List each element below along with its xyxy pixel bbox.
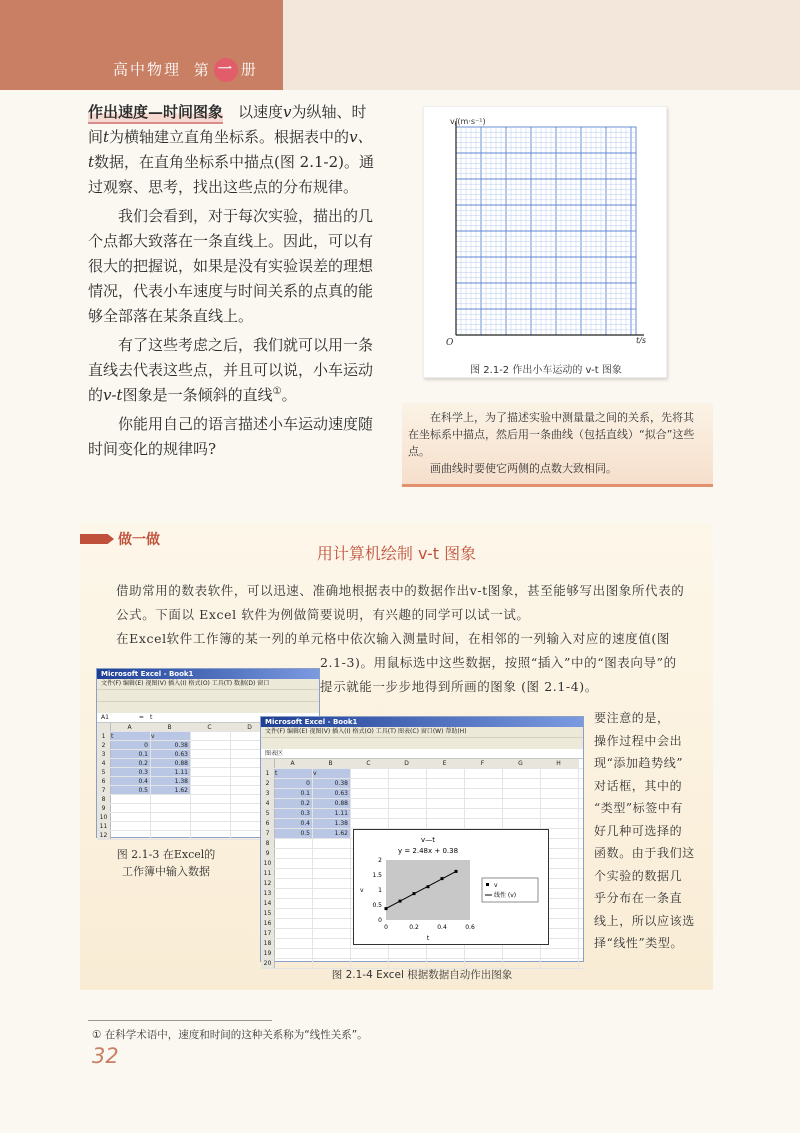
excel1-cell[interactable] — [151, 822, 191, 830]
excel2-row-header[interactable]: 2 — [261, 779, 275, 788]
activity-paragraph-2a: 在Excel软件工作簿的某一列的单元格中依次输入测量时间，在相邻的一列输入对应的速度值(图 — [116, 631, 670, 646]
p1-var-v: v — [283, 103, 292, 121]
chart-x-label: t — [426, 935, 430, 942]
excel2-cell[interactable] — [503, 799, 541, 808]
graph-x-axis-label: t/s — [636, 336, 646, 345]
excel2-cell[interactable] — [389, 809, 427, 818]
excel2-cell[interactable] — [313, 919, 351, 928]
excel2-cell[interactable]: 0.1 — [275, 789, 313, 798]
excel2-cell[interactable] — [275, 949, 313, 958]
excel2-cell[interactable] — [465, 799, 503, 808]
excel2-cell[interactable] — [427, 779, 465, 788]
excel2-cell[interactable] — [275, 869, 313, 878]
excel2-cell[interactable]: 0.4 — [275, 819, 313, 828]
excel2-row — [261, 819, 583, 829]
excel1-cell[interactable] — [111, 804, 151, 812]
excel1-menu-bar[interactable]: 文件(F) 编辑(E) 视图(V) 插入(I) 格式(O) 工具(T) 数据(D) 窗口 — [97, 679, 319, 689]
excel2-row — [261, 789, 583, 799]
side-note-p1: 在科学上，为了描述实验中测量量之间的关系，先将其在坐标系中描点，然后用一条曲线（包括直线）“拟合”这些点。 — [408, 411, 695, 458]
side-text-line: 函数。由于我们这 — [594, 846, 695, 860]
activity-side-text — [594, 707, 704, 955]
excel2-col-header[interactable]: H — [541, 759, 579, 768]
excel1-cell[interactable] — [191, 831, 231, 839]
excel2-cell[interactable] — [503, 949, 541, 958]
excel1-cell[interactable]: 1.11 — [151, 768, 191, 776]
excel1-row-header[interactable]: 2 — [97, 741, 111, 749]
excel2-row-header[interactable]: 19 — [261, 949, 275, 958]
excel2-cell[interactable]: 0.2 — [275, 799, 313, 808]
excel2-cell[interactable] — [465, 809, 503, 818]
excel2-row-header[interactable]: 6 — [261, 819, 275, 828]
excel2-cell[interactable] — [351, 809, 389, 818]
side-note-p2: 画曲线时要使它两侧的点数大致相同。 — [430, 462, 617, 475]
page-number: 32 — [92, 1044, 119, 1068]
excel1-col-header[interactable]: D — [231, 723, 271, 731]
excel1-cell[interactable] — [191, 741, 231, 749]
chart-equation: y = 2.48x + 0.38 — [397, 847, 459, 855]
excel1-cell[interactable]: t — [111, 732, 151, 740]
excel2-cell[interactable] — [351, 949, 389, 958]
excel1-cell[interactable] — [191, 750, 231, 758]
side-text-line: 乎分布在一条直 — [594, 891, 683, 905]
excel2-col-header[interactable]: G — [503, 759, 541, 768]
chart-point — [385, 907, 388, 910]
excel1-row-header[interactable]: 11 — [97, 822, 111, 830]
chart-x-tick: 0.4 — [437, 924, 447, 931]
chart-y-tick: 1 — [378, 887, 382, 894]
excel2-row — [261, 799, 583, 809]
chart-x-tick: 0.6 — [465, 924, 475, 931]
excel2-cell[interactable] — [313, 839, 351, 848]
paragraph-1 — [88, 100, 376, 200]
excel1-cell[interactable] — [191, 813, 231, 821]
chart-point — [441, 877, 444, 880]
chart-point — [399, 900, 402, 903]
excel1-caption-line2: 工作簿中输入数据 — [122, 865, 210, 878]
excel2-col-header[interactable]: F — [465, 759, 503, 768]
side-text-line: 个实验的数据几 — [594, 868, 683, 883]
excel1-row-header[interactable]: 5 — [97, 768, 111, 776]
excel2-cell[interactable] — [541, 809, 579, 818]
chart-legend-marker-v — [486, 883, 489, 886]
excel1-row-header[interactable]: 1 — [97, 732, 111, 740]
excel1-row-header[interactable]: 9 — [97, 804, 111, 812]
excel2-cell[interactable] — [275, 849, 313, 858]
activity-paragraph-2b: 2.1-3)。用鼠标选中这些数据，按照“插入”中的“图表向导”的 — [320, 655, 677, 670]
excel2-cell[interactable] — [541, 769, 579, 778]
excel1-cell[interactable]: 1.62 — [151, 786, 191, 794]
excel2-row-header[interactable]: 17 — [261, 929, 275, 938]
excel2-col-header[interactable]: C — [351, 759, 389, 768]
chart-point — [427, 885, 430, 888]
p3-text-b: 图象是一条倾斜的直线 — [122, 386, 273, 404]
excel1-row-header[interactable]: 7 — [97, 786, 111, 794]
footnote-marker[interactable]: ① — [272, 386, 282, 397]
excel2-cell[interactable] — [275, 909, 313, 918]
excel1-cell[interactable] — [151, 813, 191, 821]
graph-paper-svg — [424, 107, 668, 357]
excel1-row-header[interactable]: 3 — [97, 750, 111, 758]
excel2-col-header[interactable]: E — [427, 759, 465, 768]
p1-text-c: 为横轴建立直角坐标系。根据表中的 — [109, 128, 350, 146]
excel2-row-header[interactable]: 12 — [261, 879, 275, 888]
excel1-row-header[interactable]: 6 — [97, 777, 111, 785]
excel2-cell[interactable] — [465, 779, 503, 788]
excel2-cell[interactable] — [541, 819, 579, 828]
excel2-cell[interactable]: 1.62 — [313, 829, 351, 838]
chart-y-tick: 0 — [378, 917, 382, 924]
excel2-cell[interactable] — [313, 859, 351, 868]
excel2-cell[interactable] — [313, 949, 351, 958]
excel2-cell[interactable] — [503, 779, 541, 788]
chart-legend-label-linear: 线性 (v) — [494, 892, 517, 899]
excel1-caption-line1: 图 2.1-3 在Excel的 — [116, 848, 216, 861]
paragraph-4: 你能用自己的语言描述小车运动速度随时间变化的规律吗? — [88, 415, 374, 458]
excel1-cell[interactable]: 0.38 — [151, 741, 191, 749]
excel1-cell[interactable] — [151, 831, 191, 839]
excel2-col-header[interactable]: B — [313, 759, 351, 768]
footnote-divider — [88, 1020, 272, 1021]
excel2-row-header[interactable]: 4 — [261, 799, 275, 808]
excel1-cell[interactable] — [111, 813, 151, 821]
excel2-cell[interactable] — [275, 939, 313, 948]
graph-y-axis-label: v/(m·s⁻¹) — [450, 117, 486, 126]
excel1-caption — [96, 846, 236, 880]
chart-y-tick: 1.5 — [372, 872, 382, 879]
excel2-cell[interactable]: 0.63 — [313, 789, 351, 798]
excel2-cell[interactable] — [313, 899, 351, 908]
excel1-cell[interactable]: 0.88 — [151, 759, 191, 767]
excel2-row — [261, 769, 583, 779]
excel1-col-header[interactable]: C — [191, 723, 231, 731]
graph-paper-figure — [423, 106, 667, 378]
side-text-line: “类型”标签中有 — [594, 801, 684, 815]
excel2-cell[interactable] — [465, 789, 503, 798]
excel2-row-header[interactable]: 9 — [261, 849, 275, 858]
excel2-cell[interactable] — [389, 789, 427, 798]
p1-text-a: 以速度 — [223, 103, 284, 121]
excel1-cell[interactable]: 0.2 — [111, 759, 151, 767]
p1-var-vt: v、t — [88, 128, 373, 171]
excel1-cell-ref: A1 — [101, 714, 109, 721]
excel2-cell[interactable]: 0.38 — [313, 779, 351, 788]
paragraph-3 — [88, 333, 376, 408]
excel1-formula-bar[interactable]: A1 = t — [97, 713, 319, 723]
excel2-row-header[interactable]: 8 — [261, 839, 275, 848]
excel2-cell[interactable] — [275, 929, 313, 938]
excel2-cell[interactable] — [313, 849, 351, 858]
excel1-cell[interactable]: 0.63 — [151, 750, 191, 758]
excel2-cell[interactable] — [275, 839, 313, 848]
excel2-cell[interactable] — [313, 929, 351, 938]
chart-title: v—t — [421, 836, 435, 844]
chart-svg — [354, 830, 550, 946]
excel1-cell[interactable] — [191, 768, 231, 776]
header-title — [113, 58, 258, 82]
side-text-line: 好几种可选择的 — [594, 823, 683, 838]
excel1-cell[interactable] — [111, 822, 151, 830]
excel2-cell[interactable]: 0 — [275, 779, 313, 788]
excel1-cell[interactable] — [191, 786, 231, 794]
activity-title: 用计算机绘制 v-t 图象 — [316, 544, 477, 563]
excel2-row-header[interactable]: 20 — [261, 959, 275, 968]
header-right-band — [283, 0, 800, 90]
excel2-cell[interactable] — [427, 949, 465, 958]
excel2-cell[interactable]: v — [313, 769, 351, 778]
excel2-cell[interactable] — [541, 779, 579, 788]
excel1-cell[interactable] — [111, 831, 151, 839]
chart-point — [413, 892, 416, 895]
excel2-cell[interactable] — [313, 879, 351, 888]
excel1-cell[interactable] — [191, 804, 231, 812]
excel2-cell[interactable] — [541, 949, 579, 958]
excel2-cell[interactable] — [389, 769, 427, 778]
excel2-cell[interactable]: 1.38 — [313, 819, 351, 828]
excel2-cell[interactable] — [427, 799, 465, 808]
excel2-cell[interactable] — [541, 789, 579, 798]
side-text-line: 现“添加趋势线” — [594, 756, 684, 770]
excel2-cell[interactable] — [313, 889, 351, 898]
activity-paragraph-2c: 提示就能一步步地得到所画的图象 (图 2.1-4)。 — [320, 679, 598, 694]
excel-chart[interactable] — [353, 829, 549, 945]
chart-y-label: v — [360, 887, 364, 894]
chart-point — [455, 870, 458, 873]
excel2-row-header[interactable]: 7 — [261, 829, 275, 838]
excel2-row-header[interactable]: 16 — [261, 919, 275, 928]
excel2-row — [261, 779, 583, 789]
excel2-row-header[interactable]: 15 — [261, 909, 275, 918]
p3-var-vt: v-t — [103, 386, 123, 404]
p1-text-d: 数据，在直角坐标系中描点(图 2.1-2)。通过观察、思考，找出这些点的分布规律。 — [88, 153, 374, 196]
excel2-cell[interactable] — [427, 809, 465, 818]
excel1-row-header[interactable]: 4 — [97, 759, 111, 767]
excel2-row-header[interactable]: 13 — [261, 889, 275, 898]
excel1-cell[interactable] — [111, 795, 151, 803]
excel2-menu-bar[interactable]: 文件(F) 编辑(E) 视图(V) 插入(I) 格式(O) 工具(T) 图表(C) 窗口(W) 帮助(H) — [261, 727, 583, 737]
excel2-cell[interactable] — [427, 789, 465, 798]
excel2-cell[interactable] — [275, 879, 313, 888]
excel1-toolbar-2[interactable] — [97, 701, 319, 713]
activity-tag-label: 做一做 — [118, 532, 160, 548]
excel2-cell[interactable] — [427, 769, 465, 778]
excel2-row-header[interactable]: 5 — [261, 809, 275, 818]
excel2-cell[interactable]: 1.11 — [313, 809, 351, 818]
excel2-cell[interactable]: t — [275, 769, 313, 778]
excel2-corner[interactable] — [261, 759, 275, 768]
excel1-row-header[interactable]: 12 — [97, 831, 111, 839]
excel2-cell[interactable] — [275, 899, 313, 908]
excel2-cell[interactable] — [275, 859, 313, 868]
excel2-row-header[interactable]: 11 — [261, 869, 275, 878]
excel1-cell[interactable]: 0 — [111, 741, 151, 749]
excel2-cell[interactable]: 0.88 — [313, 799, 351, 808]
excel2-cell[interactable] — [465, 949, 503, 958]
excel-window-2 — [260, 716, 584, 967]
excel1-cell[interactable]: 1.38 — [151, 777, 191, 785]
excel1-toolbar[interactable] — [97, 689, 319, 701]
side-text-line: 要注意的是， — [594, 711, 670, 725]
excel2-col-header[interactable]: D — [389, 759, 427, 768]
excel1-cell[interactable] — [191, 732, 231, 740]
p3-text-a: 有了这些考虑之后，我们就可以用一条直线去代表这些点，并且可以说，小车运动的 — [88, 336, 374, 404]
excel2-row — [261, 949, 583, 959]
excel1-cell[interactable]: v — [151, 732, 191, 740]
excel1-cell[interactable]: 0.3 — [111, 768, 151, 776]
excel2-row — [261, 809, 583, 819]
excel2-cell[interactable] — [351, 769, 389, 778]
excel2-cell[interactable] — [389, 819, 427, 828]
excel2-row-header[interactable]: 3 — [261, 789, 275, 798]
excel2-col-header[interactable]: A — [275, 759, 313, 768]
excel1-cell[interactable] — [191, 759, 231, 767]
side-text-line: 线上，所以应该选 — [594, 913, 695, 928]
excel2-cell[interactable]: 0.3 — [275, 809, 313, 818]
excel2-toolbar[interactable] — [261, 737, 583, 749]
excel2-cell[interactable]: 0.5 — [275, 829, 313, 838]
excel1-cell[interactable] — [191, 795, 231, 803]
excel1-row-header[interactable]: 10 — [97, 813, 111, 821]
p1-text-b: 为纵轴、时间 — [88, 103, 367, 146]
chart-plot-area — [386, 860, 470, 920]
excel2-cell[interactable] — [351, 819, 389, 828]
p3-text-c: 。 — [281, 386, 297, 404]
excel2-cell[interactable] — [503, 769, 541, 778]
excel2-cell[interactable] — [427, 819, 465, 828]
chart-y-tick: 0.5 — [372, 902, 382, 909]
excel1-cell[interactable]: 0.1 — [111, 750, 151, 758]
excel2-cell[interactable] — [503, 809, 541, 818]
side-note-box — [402, 403, 713, 487]
excel2-row-header[interactable]: 10 — [261, 859, 275, 868]
volume-suffix: 册 — [240, 60, 258, 79]
p1-var-t: t — [103, 128, 110, 146]
excel2-title-bar: Microsoft Excel - Book1 — [261, 717, 583, 727]
excel2-header-row — [261, 759, 583, 769]
excel1-corner[interactable] — [97, 723, 111, 731]
chart-legend-label-v: v — [494, 882, 498, 889]
graph-origin-label: O — [446, 338, 454, 348]
excel2-cell[interactable] — [503, 789, 541, 798]
excel2-cell[interactable] — [313, 909, 351, 918]
graph-caption: 图 2.1-2 作出小车运动的 v-t 图象 — [470, 365, 622, 376]
excel2-cell[interactable] — [275, 889, 313, 898]
excel2-cell[interactable] — [313, 869, 351, 878]
side-text-line: 择“线性”类型。 — [594, 936, 684, 950]
excel1-cell[interactable]: 0.4 — [111, 777, 151, 785]
excel2-row-header[interactable]: 14 — [261, 899, 275, 908]
excel2-cell[interactable] — [275, 919, 313, 928]
side-text-line: 对话框，其中的 — [594, 778, 683, 793]
section-heading-highlight: 作出速度—时间图象 — [88, 103, 223, 124]
excel1-cell[interactable]: 0.5 — [111, 786, 151, 794]
excel2-cell[interactable] — [389, 779, 427, 788]
book-name: 高中物理 — [113, 60, 182, 79]
excel2-name-box[interactable]: 图表区 — [261, 749, 583, 759]
excel2-cell[interactable] — [351, 789, 389, 798]
excel2-cell[interactable] — [465, 819, 503, 828]
excel2-cell[interactable] — [351, 799, 389, 808]
volume-prefix: 第 — [193, 60, 211, 79]
excel2-cell[interactable] — [541, 799, 579, 808]
excel1-col-header[interactable]: B — [151, 723, 191, 731]
excel1-cell[interactable] — [151, 804, 191, 812]
activity-paragraph-1: 借助常用的数表软件，可以迅速、准确地根据表中的数据作出v-t图象，甚至能够写出图象所代表的公式。下面以 Excel 软件为例做简要说明，有兴趣的同学可以试一试。 — [116, 583, 685, 622]
main-text-column — [88, 100, 376, 462]
excel1-title-bar: Microsoft Excel - Book1 — [97, 669, 319, 679]
excel1-cell[interactable] — [191, 777, 231, 785]
excel1-cell[interactable] — [191, 822, 231, 830]
excel2-caption: 图 2.1-4 Excel 根据数据自动作出图象 — [331, 969, 513, 981]
footnote: ① 在科学术语中，速度和时间的这种关系称为“线性关系”。 — [92, 1029, 368, 1041]
excel1-col-header[interactable]: A — [111, 723, 151, 731]
excel2-row-header[interactable]: 18 — [261, 939, 275, 948]
chart-y-tick: 2 — [378, 857, 382, 864]
excel2-cell[interactable] — [351, 779, 389, 788]
excel2-cell[interactable] — [503, 819, 541, 828]
chart-x-tick: 0.2 — [409, 924, 419, 931]
volume-number-badge: 一 — [214, 58, 238, 82]
excel2-cell[interactable] — [389, 949, 427, 958]
excel2-cell[interactable] — [465, 769, 503, 778]
excel1-cell[interactable] — [151, 795, 191, 803]
paragraph-2: 我们会看到，对于每次实验，描出的几个点都大致落在一条直线上。因此，可以有很大的把握说，如果是没有实验误差的理想情况，代表小车速度与时间关系的点真的能够全部落在某条直线上。 — [88, 207, 374, 325]
excel1-formula-value: t — [149, 714, 153, 721]
excel2-cell[interactable] — [389, 799, 427, 808]
excel1-row-header[interactable]: 8 — [97, 795, 111, 803]
excel2-cell[interactable] — [313, 939, 351, 948]
chart-x-tick: 0 — [384, 924, 388, 931]
side-text-line: 操作过程中会出 — [594, 733, 683, 748]
excel2-row-header[interactable]: 1 — [261, 769, 275, 778]
